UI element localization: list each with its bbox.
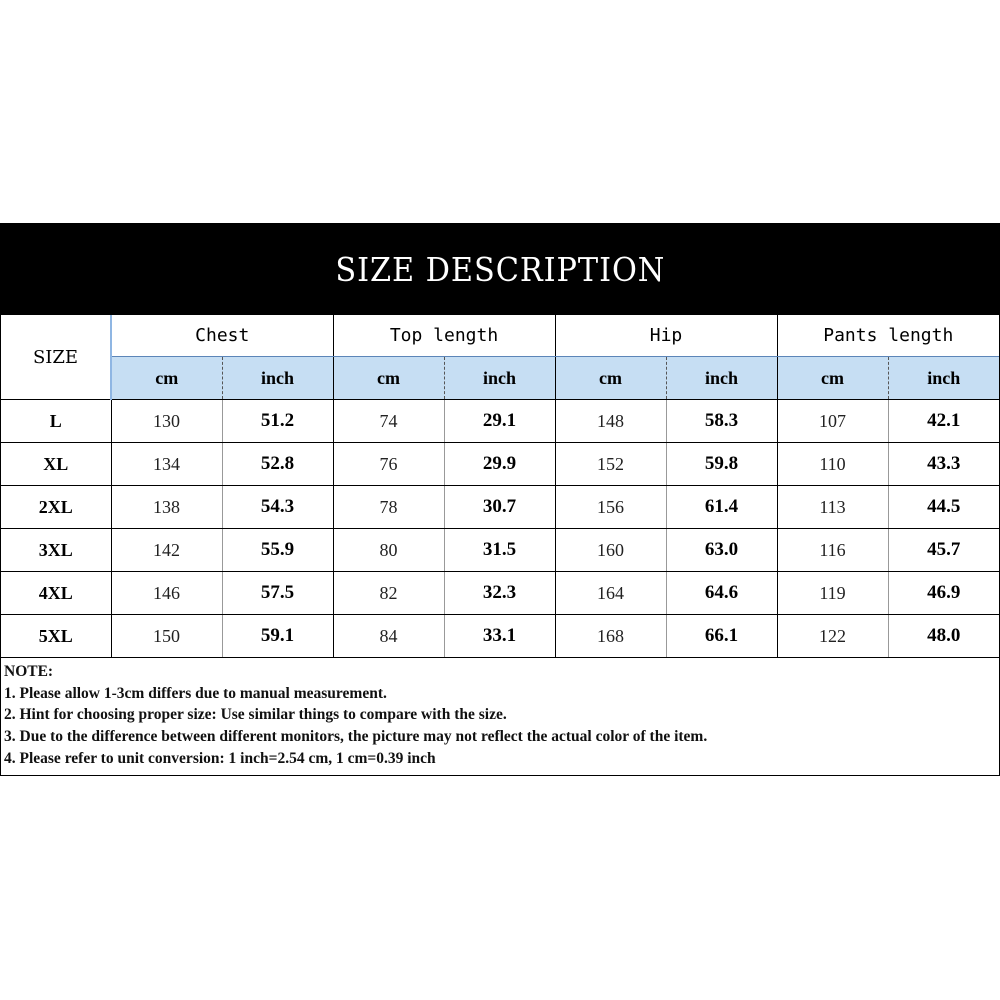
pants-length-inch-value: 43.3 (888, 443, 999, 486)
pants-length-cm-value: 113 (777, 486, 888, 529)
chest-cm-value: 150 (111, 615, 222, 658)
pants-length-header: Pants length (777, 315, 999, 357)
hip-inch-value: 66.1 (666, 615, 777, 658)
top-length-cm-value: 76 (333, 443, 444, 486)
top-length-inch-value: 31.5 (444, 529, 555, 572)
size-column-header: SIZE (1, 315, 111, 400)
hip-cm-value: 164 (555, 572, 666, 615)
size-label: 3XL (1, 529, 111, 572)
unit-header-cm: cm (111, 357, 222, 400)
table-row (1, 443, 999, 486)
chest-cm-value: 142 (111, 529, 222, 572)
chest-inch-value: 52.8 (222, 443, 333, 486)
title-bar (1, 223, 999, 315)
notes-section (1, 658, 999, 775)
hip-cm-value: 148 (555, 400, 666, 443)
top-length-cm-value: 74 (333, 400, 444, 443)
table-row (1, 615, 999, 658)
chest-header: Chest (111, 315, 333, 357)
size-label: 2XL (1, 486, 111, 529)
chest-cm-value: 146 (111, 572, 222, 615)
chest-cm-value: 138 (111, 486, 222, 529)
pants-length-inch-value: 48.0 (888, 615, 999, 658)
pants-length-cm-value: 107 (777, 400, 888, 443)
top-length-inch-value: 29.9 (444, 443, 555, 486)
chest-cm-value: 130 (111, 400, 222, 443)
hip-inch-value: 58.3 (666, 400, 777, 443)
pants-length-inch-value: 44.5 (888, 486, 999, 529)
hip-inch-value: 64.6 (666, 572, 777, 615)
unit-header-inch: inch (666, 357, 777, 400)
top-length-cm-value: 84 (333, 615, 444, 658)
note-line: 1. Please allow 1-3cm differs due to manual measurement. (4, 684, 387, 702)
chest-inch-value: 54.3 (222, 486, 333, 529)
note-line: 2. Hint for choosing proper size: Use similar things to compare with the size. (4, 706, 507, 724)
pants-length-inch-value: 46.9 (888, 572, 999, 615)
unit-header-cm: cm (777, 357, 888, 400)
unit-header-inch: inch (444, 357, 555, 400)
hip-cm-value: 156 (555, 486, 666, 529)
hip-inch-value: 59.8 (666, 443, 777, 486)
top-length-inch-value: 29.1 (444, 400, 555, 443)
hip-cm-value: 160 (555, 529, 666, 572)
top-length-cm-value: 80 (333, 529, 444, 572)
table-row (1, 486, 999, 529)
hip-inch-value: 63.0 (666, 529, 777, 572)
chest-inch-value: 55.9 (222, 529, 333, 572)
top-length-header: Top length (333, 315, 555, 357)
chest-inch-value: 59.1 (222, 615, 333, 658)
size-label: XL (1, 443, 111, 486)
pants-length-cm-value: 116 (777, 529, 888, 572)
top-length-cm-value: 78 (333, 486, 444, 529)
pants-length-cm-value: 122 (777, 615, 888, 658)
pants-length-inch-value: 45.7 (888, 529, 999, 572)
unit-header-cm: cm (555, 357, 666, 400)
size-table (1, 315, 999, 658)
chest-inch-value: 57.5 (222, 572, 333, 615)
unit-header-cm: cm (333, 357, 444, 400)
top-length-inch-value: 30.7 (444, 486, 555, 529)
pants-length-cm-value: 119 (777, 572, 888, 615)
table-row (1, 529, 999, 572)
note-line: 4. Please refer to unit conversion: 1 inch=2.54 cm, 1 cm=0.39 inch (4, 749, 436, 767)
note-line: 3. Due to the difference between different monitors, the picture may not reflect the actual color of the item. (4, 728, 708, 746)
size-label: 4XL (1, 572, 111, 615)
top-length-inch-value: 33.1 (444, 615, 555, 658)
chest-inch-value: 51.2 (222, 400, 333, 443)
notes-heading: NOTE: (4, 663, 54, 680)
hip-cm-value: 152 (555, 443, 666, 486)
table-row (1, 572, 999, 615)
table-row (1, 400, 999, 443)
chart-title: SIZE DESCRIPTION (335, 249, 665, 289)
chest-cm-value: 134 (111, 443, 222, 486)
hip-inch-value: 61.4 (666, 486, 777, 529)
unit-header-inch: inch (888, 357, 999, 400)
size-label: 5XL (1, 615, 111, 658)
hip-cm-value: 168 (555, 615, 666, 658)
unit-header-inch: inch (222, 357, 333, 400)
size-rows (1, 400, 999, 658)
top-length-inch-value: 32.3 (444, 572, 555, 615)
pants-length-cm-value: 110 (777, 443, 888, 486)
pants-length-inch-value: 42.1 (888, 400, 999, 443)
top-length-cm-value: 82 (333, 572, 444, 615)
size-chart (0, 223, 1000, 776)
hip-header: Hip (555, 315, 777, 357)
size-label: L (1, 400, 111, 443)
